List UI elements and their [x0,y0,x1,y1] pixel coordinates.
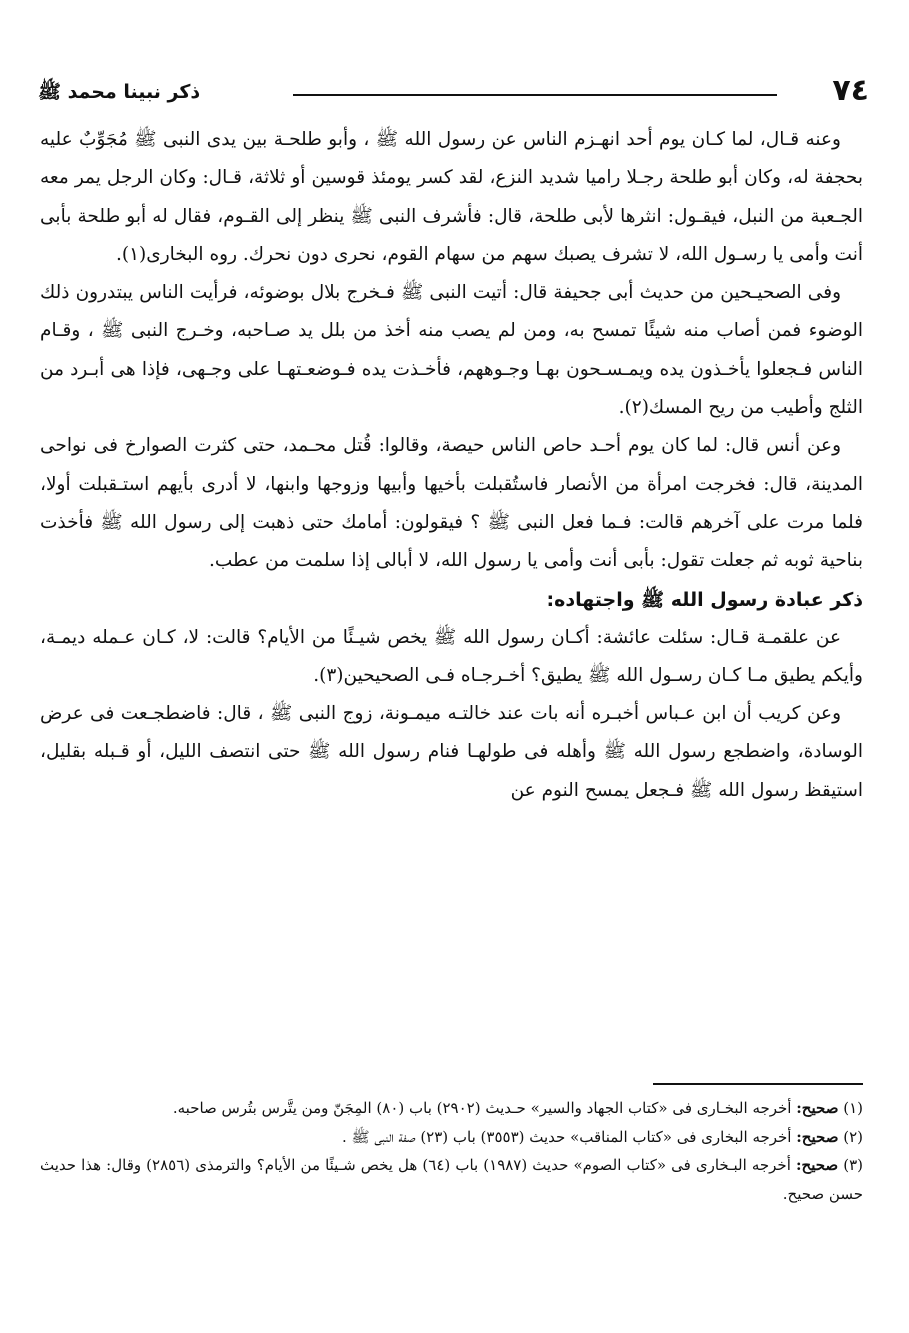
footnote-text: أخرجه البخـارى فى «كتاب الجهاد والسير» حـديث (٢٩٠٢) باب (٨٠) المِجَنّ ومن يتَّرس بتُرس صاحبه. [172,1099,792,1117]
header-rule [293,94,777,96]
footnote-separator [653,1083,863,1085]
footnote-label: صحيح: [796,1127,839,1146]
paragraph-abi-juhayfa: وفى الصحيـحين من حديث أبى جحيفة قال: أتيت النبى ﷺ فـخرج بلال بوضوئه، فرأيت الناس يبتدرون ذلك الوضوء فمن أصاب منه شيئًا تمسح به، ومن لم يصب منه أخذ من بلل يد صـاحبه، وخـرج النبى ﷺ ، وقـام الناس فـجعلوا يأخـذون يده ويمـسـحون بهـا وجـوههم، فأخـذت يده فـوضعـتهـا على وجـهى، فإذا هى أبـرد من الثلج وأطيب من ريح المسك(٢). [40,282,863,419]
paragraph-alqama: عن علقمـة قـال: سئلت عائشة: أكـان رسول الله ﷺ يخص شيـئًا من الأيام؟ قالت: لا، كـان عـمله ديمـة، وأيكم يطيق مـا كـان رسـول الله ﷺ يطيق؟ أخـرجـاه فـى الصحيحين(٣). [40,626,863,686]
footnote-number: (٢) [843,1127,863,1146]
footnote-number: (١) [843,1099,863,1117]
footnote-text: أخرجه البخارى فى «كتاب المناقب» حديث (٣٥٥٣) باب (٢٣) صفة النبى ﷺ . [341,1127,792,1146]
section-heading: ذكر عبادة رسول الله ﷺ واجتهاده: [546,588,863,611]
main-text [40,121,863,810]
footnote-number: (٣) [843,1156,864,1174]
page-number: ٧٤ [832,73,869,108]
footnote-label: صحيح: [796,1099,839,1117]
page-header [38,74,869,110]
footnote-item [40,1123,863,1152]
footnote-item [40,1151,863,1208]
paragraph-anas: وعن أنس قال: لما كان يوم أحـد حاص الناس حيصة، وقالوا: قُتل محـمد، حتى كثرت الصوارخ فى نواحى المدينة، قال: فخرجت امرأة من الأنصار فاستُقبلت بأخيها وأبيها وزوجها وابنها، لا أدرى بأيهم استـقبلت أولا، فلما مرت على آخرهم قالت: فـما فعل النبى ﷺ ؟ فيقولون: أمامك حتى ذهبت إلى رسول الله ﷺ فأخذت بناحية ثوبه ثم جعلت تقول: بأبى أنت وأمى يا رسول الله، لا أبالى إذا سلمت من عطب. [40,435,863,572]
footnote-label: صحيح: [795,1156,839,1174]
footnote-item [40,1094,863,1123]
running-title: ذكر نبينا محمد ﷺ [38,81,201,103]
footnote-text: أخرجه البـخارى فى «كتاب الصوم» حديث (١٩٨٧) باب (٦٤) هل يخص شـيئًا من الأيام؟ والترمذى (٢٨٥٦) وقال: هذا حديث حسن صحيح. [40,1156,863,1203]
paragraph-abu-talha: وعنه قـال، لما كـان يوم أحد انهـزم الناس عن رسول الله ﷺ ، وأبو طلحـة بين يدى النبى ﷺ مُجَوِّبٌ عليه بحجفة له، وكان أبو طلحة رجـلا راميا شديد النزع، لقد كسر يومئذ قوسين أو ثلاثة، قـال: وكان الرجل يمر معه الجـعبة من النبل، فيقـول: انثرها لأبى طلحة، قال: فأشرف النبى ﷺ ينظر إلى القـوم، فقال له أبو طلحة بأبى أنت وأمى يا رسـول الله، لا تشرف يصبك سهم من سهام القوم، نحرى دون نحرك. روه البخارى(١). [40,129,863,265]
footnotes [40,1094,863,1208]
paragraph-kurayb: وعن كريب أن ابن عـباس أخبـره أنه بات عند خالتـه ميمـونة، زوج النبى ﷺ ، قال: فاضطجـعت فى عرض الوسادة، واضطجع رسول الله ﷺ وأهله فى طولهـا فنام رسول الله ﷺ حتى انتصف الليل، أو قـبله بقليل، استيقظ رسول الله ﷺ فـجعل يمسح النوم عن [40,703,863,801]
